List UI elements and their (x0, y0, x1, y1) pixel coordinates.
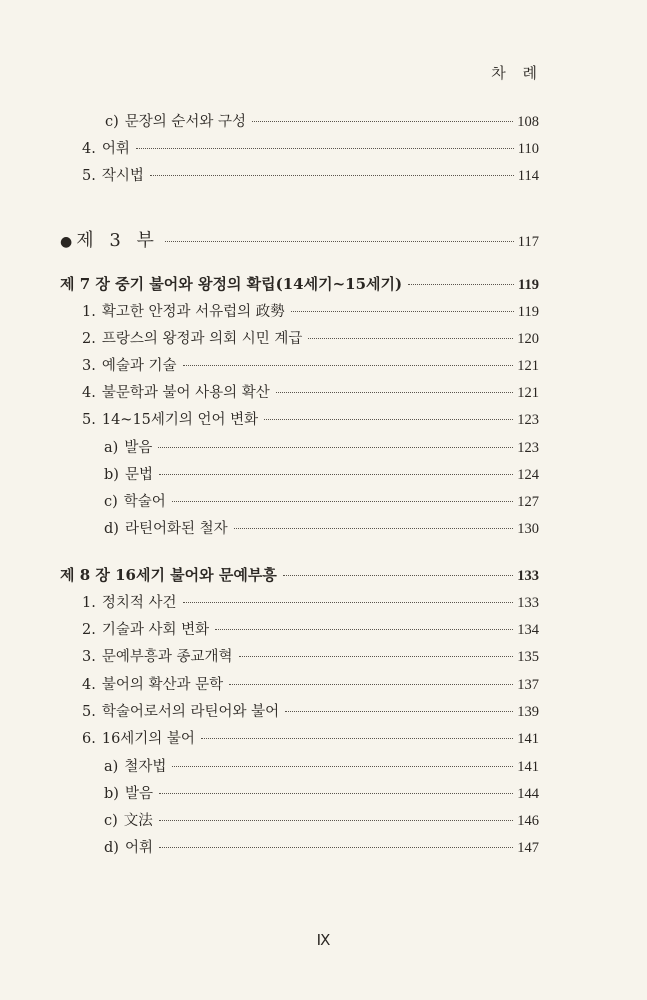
toc-entry-number: 4. (82, 141, 96, 157)
toc-entry-number: c) (104, 494, 118, 510)
toc-entry-number: 5. (82, 704, 96, 720)
toc-entry-page: 146 (517, 813, 539, 829)
toc-entry-section[interactable] (82, 700, 539, 724)
toc-entry-title: 제 3 부 (76, 230, 159, 251)
toc-entry-section[interactable] (82, 137, 539, 161)
toc-entry-number: c) (104, 813, 118, 829)
dot-leader (229, 684, 513, 685)
toc-entry-page: 133 (517, 595, 539, 611)
toc-entry-title: 어휘 (124, 840, 153, 856)
toc-entry-page: 123 (517, 440, 539, 456)
toc-entry-page: 110 (517, 141, 539, 157)
dot-leader (408, 284, 514, 285)
bullet-icon: ● (60, 234, 73, 250)
dot-leader (172, 501, 513, 502)
dot-leader (159, 474, 513, 475)
toc-entry-sub[interactable] (104, 782, 539, 806)
dot-leader (264, 419, 513, 420)
toc-entry-section[interactable] (82, 354, 539, 378)
toc-entry-page: 114 (517, 168, 539, 184)
toc-entry-number: 2. (82, 331, 96, 347)
toc-entry-section[interactable] (82, 381, 539, 405)
toc-entry-number: d) (104, 840, 119, 856)
toc-entry-number: 4. (82, 677, 96, 693)
dot-leader (159, 793, 513, 794)
dot-leader (308, 338, 513, 339)
toc-entry-number: 2. (82, 622, 96, 638)
toc-entry-sub[interactable] (104, 436, 539, 460)
dot-leader (158, 447, 513, 448)
toc-entry-title: 문예부흥과 종교개혁 (101, 649, 233, 665)
toc-entry-number: a) (104, 440, 119, 456)
dot-leader (252, 121, 513, 122)
toc-entry-title: 기술과 사회 변화 (101, 622, 210, 638)
toc-entry-title: 불어의 확산과 문학 (101, 677, 224, 693)
toc-entry-sub[interactable] (104, 836, 539, 860)
toc-entry-page: 144 (517, 786, 539, 802)
toc-entry-title: 작시법 (101, 168, 144, 184)
toc-entry-number: 1. (82, 595, 96, 611)
toc-entry-page: 119 (517, 304, 539, 320)
dot-leader (172, 766, 513, 767)
toc-entry-sub[interactable] (104, 490, 539, 514)
toc-entry-title: 제 8 장 16세기 불어와 문예부흥 (60, 566, 277, 584)
toc-entry-title: 불문학과 불어 사용의 확산 (101, 385, 270, 401)
toc-entry-part[interactable] (60, 226, 539, 250)
toc-entry-title: 정치적 사건 (101, 595, 177, 611)
toc-entry-number: 5. (82, 412, 96, 428)
toc-entry-title: 어휘 (101, 141, 130, 157)
dot-leader (234, 528, 514, 529)
dot-leader (150, 175, 514, 176)
toc-entry-page: 123 (517, 412, 539, 428)
dot-leader (215, 629, 513, 630)
toc-entry-page: 141 (517, 759, 539, 775)
toc-entry-title: 프랑스의 왕정과 의회 시민 계급 (101, 331, 303, 347)
toc-entry-number: b) (104, 786, 119, 802)
toc-entry-number: b) (104, 467, 119, 483)
running-header: 차 례 (491, 64, 543, 82)
dot-leader (239, 656, 514, 657)
toc-entry-title: 문장의 순서와 구성 (124, 114, 247, 130)
toc-entry-number: 3. (82, 649, 96, 665)
toc-entry-section[interactable] (82, 727, 539, 751)
toc-entry-page: 121 (517, 358, 539, 374)
toc-entry-section[interactable] (82, 673, 539, 697)
dot-leader (291, 311, 514, 312)
toc-entry-title: 발음 (124, 786, 153, 802)
dot-leader (159, 847, 513, 848)
toc-entry-page: 124 (517, 467, 539, 483)
toc-entry-number: c) (105, 114, 119, 130)
toc-entry-title: 문법 (124, 467, 153, 483)
toc-entry-number: 4. (82, 385, 96, 401)
dot-leader (159, 820, 513, 821)
toc-entry-page: 127 (517, 494, 539, 510)
toc-entry-number: 1. (82, 304, 96, 320)
toc-entry-page: 139 (517, 704, 539, 720)
toc-entry-sub[interactable] (105, 110, 539, 134)
toc-entry-page: 120 (517, 331, 539, 347)
toc-entry-page: 137 (517, 677, 539, 693)
toc-entry-title: 16세기의 불어 (101, 731, 195, 747)
page-number: Ⅸ (316, 933, 331, 949)
dot-leader (136, 148, 514, 149)
toc-entry-page: 130 (517, 521, 539, 537)
toc-entry-chapter[interactable] (60, 273, 539, 297)
dot-leader (183, 365, 514, 366)
toc-entry-number: 3. (82, 358, 96, 374)
toc-entry-section[interactable] (82, 327, 539, 351)
toc-entry-section[interactable] (82, 164, 539, 188)
toc-entry-sub[interactable] (104, 517, 539, 541)
toc-entry-title: 확고한 안정과 서유럽의 政勢 (101, 304, 285, 320)
dot-leader (283, 575, 513, 576)
dot-leader (276, 392, 514, 393)
toc-entry-page: 119 (518, 277, 539, 293)
toc-entry-title: 라틴어화된 철자 (124, 521, 228, 537)
toc-entry-title: 철자법 (124, 759, 167, 775)
toc-entry-section[interactable] (82, 618, 539, 642)
toc-entry-title: 학술어 (123, 494, 166, 510)
toc-entry-title: 학술어로서의 라틴어와 불어 (101, 704, 280, 720)
toc-entry-number: d) (104, 521, 119, 537)
toc-entry-sub[interactable] (104, 755, 539, 779)
toc-entry-page: 135 (517, 649, 539, 665)
toc-entry-number: a) (104, 759, 119, 775)
toc-entry-number: 5. (82, 168, 96, 184)
toc-entry-page: 121 (517, 385, 539, 401)
toc-entry-page: 117 (517, 234, 539, 250)
dot-leader (183, 602, 514, 603)
toc-entry-page: 141 (517, 731, 539, 747)
toc-entry-sub[interactable] (104, 809, 539, 833)
toc-entry-section[interactable] (82, 300, 539, 324)
toc-entry-title: 文法 (123, 813, 153, 829)
toc-entry-section[interactable] (82, 645, 539, 669)
toc-entry-chapter[interactable] (60, 564, 539, 588)
toc-entry-sub[interactable] (104, 463, 539, 487)
dot-leader (285, 711, 513, 712)
toc-entry-section[interactable] (82, 408, 539, 432)
toc-entry-title: 예술과 기술 (101, 358, 177, 374)
toc-entry-page: 134 (517, 622, 539, 638)
toc-entry-title: 14~15세기의 언어 변화 (101, 412, 259, 428)
toc-entry-section[interactable] (82, 591, 539, 615)
dot-leader (201, 738, 513, 739)
dot-leader (165, 241, 514, 242)
toc-entry-page: 108 (517, 114, 539, 130)
toc-entry-page: 133 (517, 568, 539, 584)
toc-entry-page: 147 (517, 840, 539, 856)
toc-entry-title: 제 7 장 중기 불어와 왕정의 확립(14세기~15세기) (60, 275, 403, 293)
toc-entry-title: 발음 (124, 440, 153, 456)
toc-entry-number: 6. (82, 731, 96, 747)
